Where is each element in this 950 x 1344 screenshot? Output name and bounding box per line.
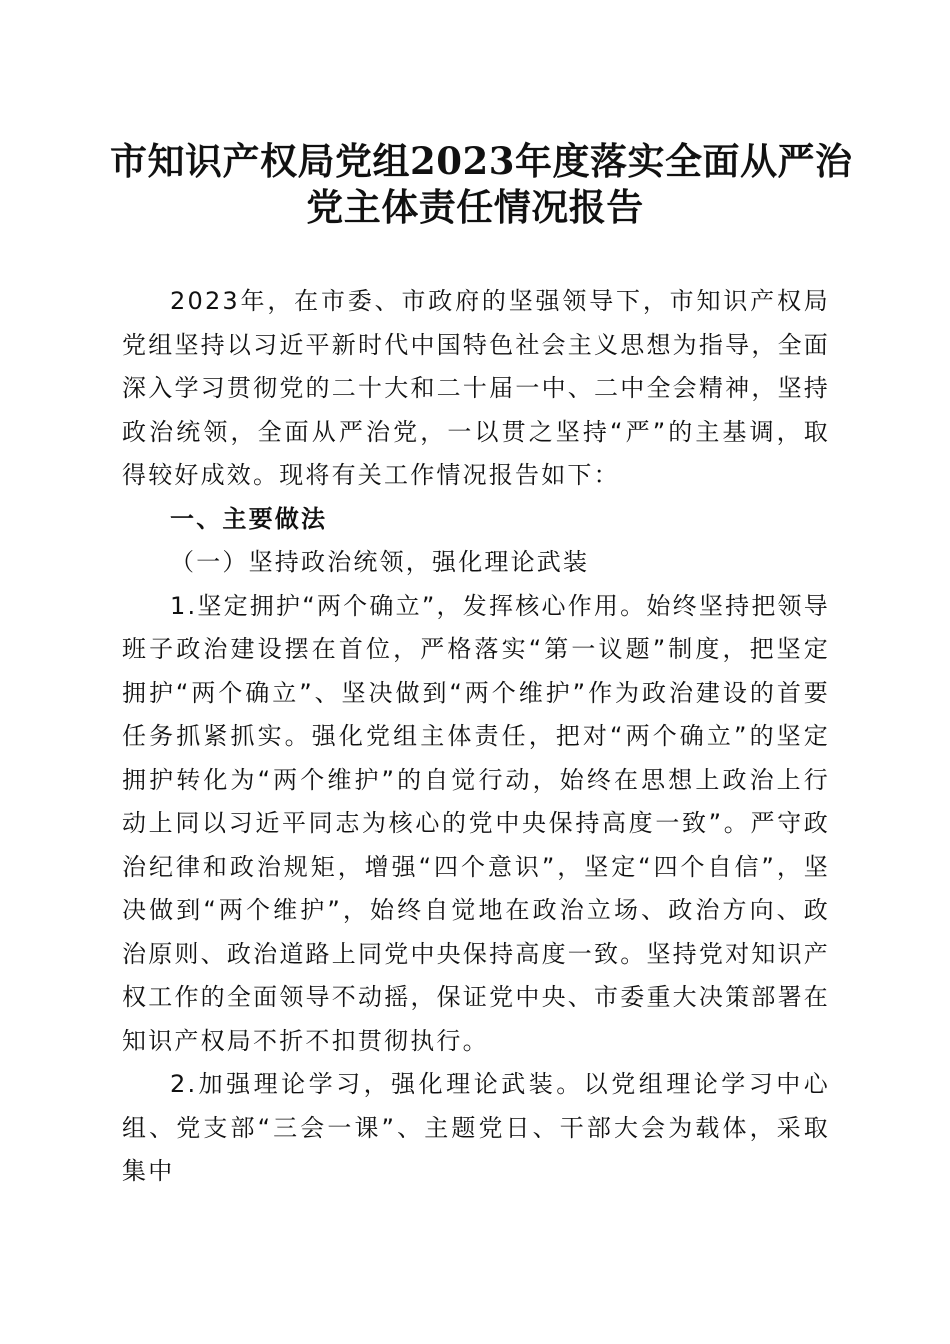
point-2-paragraph: 2.加强理论学习，强化理论武装。以党组理论学习中心组、党支部“三会一课”、主题党日、干部大会为载体，采取集中 — [122, 1070, 830, 1185]
subsection-heading: （一）坚持政治统领，强化理论武装 — [170, 548, 590, 576]
title-line-2: 党主体责任情况报告 — [306, 185, 644, 229]
title-line-1: 市知识产权局党组2023年度落实全面从严治 — [110, 139, 853, 183]
section-heading: 一、主要做法 — [170, 504, 328, 533]
document-body — [122, 280, 830, 1194]
intro-paragraph: 2023年，在市委、市政府的坚强领导下，市知识产权局党组坚持以习近平新时代中国特色社会主义思想为指导，全面深入学习贯彻党的二十大和二十届一中、二中全会精神，坚持政治统领，全面从严治党，一以贯之坚持“严”的主基调，取得较好成效。现将有关工作情况报告如下： — [122, 287, 830, 489]
point-1-paragraph: 1.坚定拥护“两个确立”，发挥核心作用。始终坚持把领导班子政治建设摆在首位，严格落实“第一议题”制度，把坚定拥护“两个确立”、坚决做到“两个维护”作为政治建设的首要任务抓紧抓实。强化党组主体责任，把对“两个确立”的坚定拥护转化为“两个维护”的自觉行动，始终在思想上政治上行动上同以习近平同志为核心的党中央保持高度一致”。严守政治纪律和政治规矩，增强“四个意识”，坚定“四个自信”，坚决做到“两个维护”，始终自觉地在政治立场、政治方向、政治原则、政治道路上同党中央保持高度一致。坚持党对知识产权工作的全面领导不动摇，保证党中央、市委重大决策部署在知识产权局不折不扣贯彻执行。 — [122, 591, 830, 1055]
document-title — [110, 138, 853, 230]
